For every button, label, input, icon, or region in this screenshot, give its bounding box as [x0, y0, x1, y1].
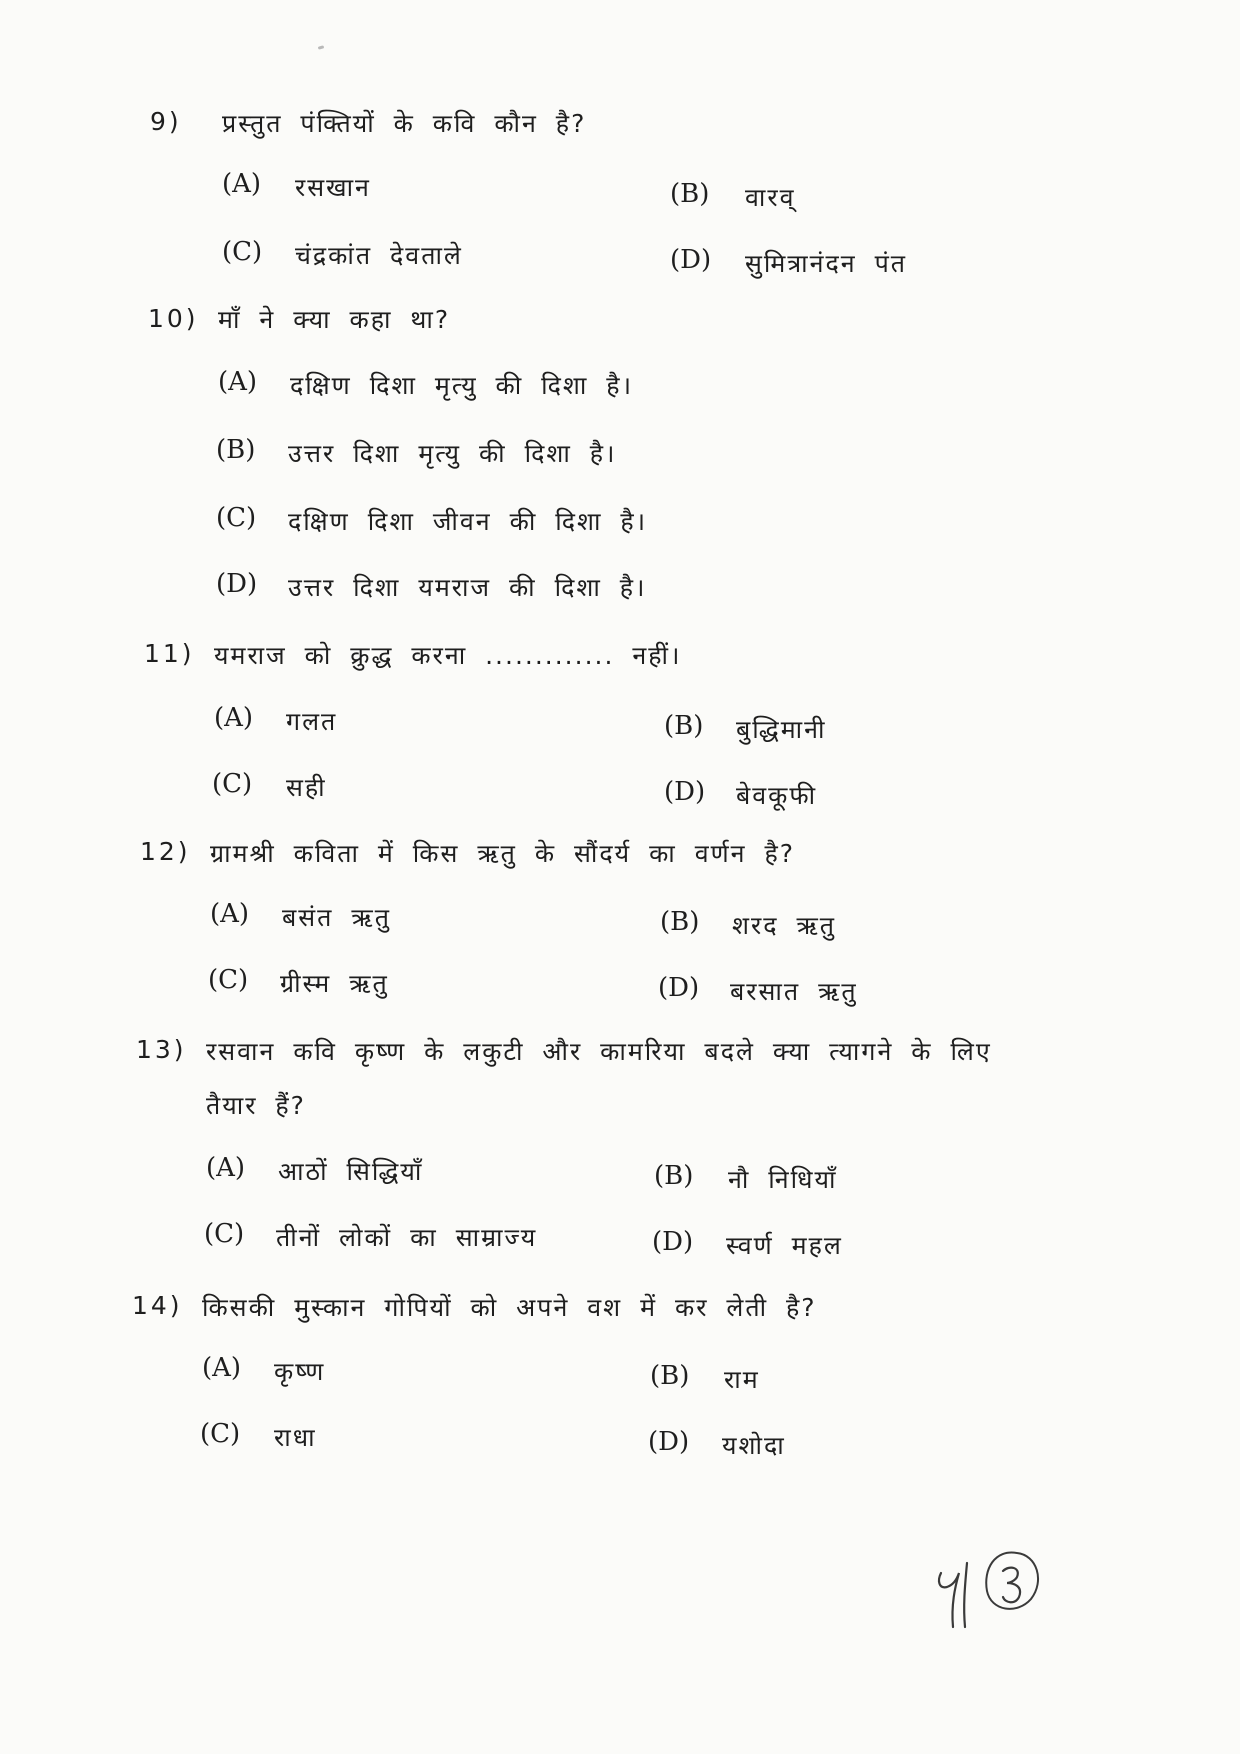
option-letter: (B): [660, 907, 700, 937]
option-text: दक्षिण दिशा जीवन की दिशा है।: [288, 507, 648, 536]
option-text: ग्रीस्म ऋतु: [280, 969, 389, 998]
question-text: रसवान कवि कृष्ण के लकुटी और कामरिया बदले क्या त्यागने के लिए: [206, 1037, 992, 1066]
option-letter: (A): [202, 1353, 242, 1383]
question-number: 13): [136, 1035, 187, 1064]
option-letter: (B): [216, 435, 256, 465]
question-text-continued: तैयार हैं?: [206, 1091, 306, 1120]
option-letter: (A): [206, 1153, 246, 1183]
question-text: माँ ने क्या कहा था?: [218, 305, 451, 334]
option-letter: (C): [208, 965, 249, 995]
option-text: दक्षिण दिशा मृत्यु की दिशा है।: [290, 371, 634, 400]
option-text: यशोदा: [722, 1431, 786, 1460]
option-text: गलत: [286, 707, 338, 736]
question-number: 9): [150, 107, 182, 136]
option-text: तीनों लोकों का साम्राज्य: [276, 1223, 538, 1252]
option-letter: (C): [216, 503, 257, 533]
scan-speck: [318, 45, 325, 49]
handwritten-page-mark: [925, 1535, 1055, 1635]
question-text: यमराज को क्रुद्ध करना ............. नहीं।: [214, 641, 682, 670]
option-letter: (D): [670, 245, 712, 275]
option-text: कृष्ण: [274, 1357, 326, 1386]
option-letter: (D): [664, 777, 706, 807]
option-text: चंद्रकांत देवताले: [295, 241, 463, 270]
question-number: 10): [148, 304, 199, 333]
option-text: सुमित्रानंदन पंत: [745, 249, 908, 278]
option-letter: (A): [222, 169, 262, 199]
option-text: स्वर्ण महल: [726, 1231, 843, 1260]
question-text: किसकी मुस्कान गोपियों को अपने वश में कर लेती है?: [202, 1293, 817, 1322]
option-letter: (D): [648, 1427, 690, 1457]
option-letter: (C): [200, 1419, 241, 1449]
option-text: बेवकूफी: [736, 781, 818, 810]
option-text: उत्तर दिशा मृत्यु की दिशा है।: [288, 439, 617, 468]
question-number: 12): [140, 837, 191, 866]
option-letter: (B): [650, 1361, 690, 1391]
option-letter: (D): [652, 1227, 694, 1257]
option-text: बसंत ऋतु: [282, 903, 391, 932]
option-letter: (B): [670, 179, 710, 209]
option-letter: (B): [654, 1161, 694, 1191]
option-text: रसखान: [295, 173, 371, 202]
option-text: शरद ऋतु: [732, 911, 837, 940]
question-number: 11): [144, 639, 195, 668]
option-text: उत्तर दिशा यमराज की दिशा है।: [288, 573, 647, 602]
question-text: प्रस्तुत पंक्तियों के कवि कौन है?: [222, 109, 587, 138]
option-letter: (C): [204, 1219, 245, 1249]
option-text: नौ निधियाँ: [728, 1165, 838, 1194]
question-number: 14): [132, 1291, 183, 1320]
option-text: राधा: [274, 1423, 317, 1452]
option-letter: (A): [210, 899, 250, 929]
option-letter: (B): [664, 711, 704, 741]
option-text: राम: [724, 1365, 760, 1394]
option-letter: (C): [212, 769, 253, 799]
option-text: वारव्: [745, 183, 796, 212]
option-letter: (A): [214, 703, 254, 733]
option-text: सही: [286, 773, 327, 802]
option-text: आठों सिद्धियाँ: [278, 1157, 424, 1186]
question-text: ग्रामश्री कविता में किस ऋतु के सौंदर्य का वर्णन है?: [210, 839, 796, 868]
handwritten-mark-drawing: [925, 1535, 1055, 1635]
option-letter: (A): [218, 367, 258, 397]
option-text: बुद्धिमानी: [736, 715, 827, 744]
option-letter: (D): [658, 973, 700, 1003]
option-text: बरसात ऋतु: [730, 977, 858, 1006]
option-letter: (D): [216, 569, 258, 599]
option-letter: (C): [222, 237, 263, 267]
